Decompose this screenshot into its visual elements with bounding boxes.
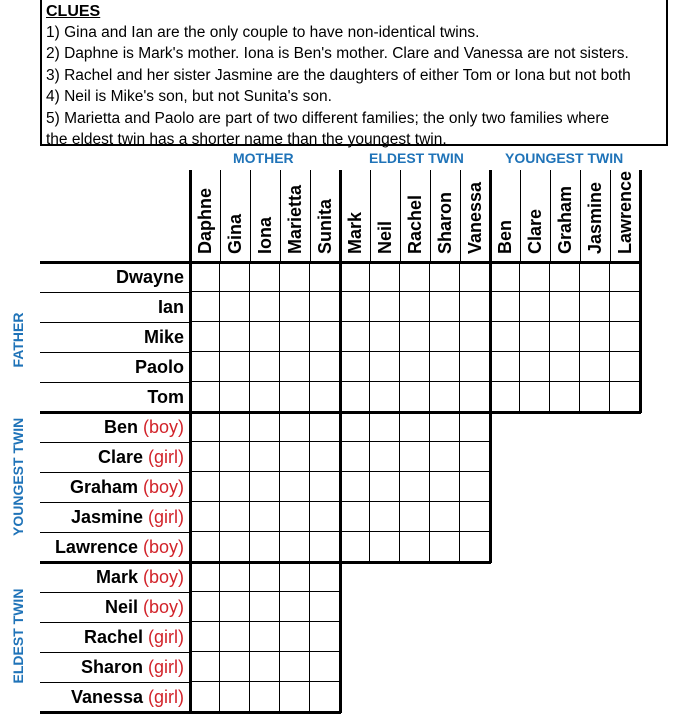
row-label-eldest-twin-vanessa — [40, 682, 184, 712]
grid-cell[interactable] — [190, 652, 220, 682]
row-sex: (girl) — [143, 657, 184, 677]
row-sex: (boy) — [137, 597, 184, 617]
grid-cell[interactable] — [340, 442, 370, 472]
grid-cell[interactable] — [250, 502, 280, 532]
row-name: Graham — [69, 477, 138, 497]
grid-cell[interactable] — [400, 262, 430, 292]
grid-cell[interactable] — [280, 442, 310, 472]
grid-cell[interactable] — [310, 562, 340, 592]
grid-cell[interactable] — [370, 532, 400, 562]
grid-cell[interactable] — [190, 262, 220, 292]
grid-cell[interactable] — [250, 682, 280, 712]
grid-cell[interactable] — [460, 502, 490, 532]
grid-cell[interactable] — [610, 262, 640, 292]
grid-cell[interactable] — [310, 652, 340, 682]
col-header-eldest-twin-mark: Mark — [345, 211, 365, 254]
block-divider — [40, 711, 190, 714]
grid-cell[interactable] — [280, 262, 310, 292]
col-header-youngest-twin-graham: Graham — [555, 185, 575, 254]
grid-cell[interactable] — [220, 262, 250, 292]
column-divider — [370, 170, 371, 262]
row-label-youngest-twin-lawrence — [40, 532, 184, 562]
block-divider — [489, 170, 492, 262]
grid-cell[interactable] — [430, 532, 460, 562]
grid-cell[interactable] — [340, 292, 370, 322]
row-label-eldest-twin-sharon — [40, 652, 184, 682]
grid-cell[interactable] — [220, 352, 250, 382]
grid-cell[interactable] — [250, 622, 280, 652]
grid-cell[interactable] — [190, 502, 220, 532]
grid-cell[interactable] — [220, 652, 250, 682]
grid-cell[interactable] — [250, 382, 280, 412]
grid-cell[interactable] — [400, 412, 430, 442]
column-divider — [610, 170, 611, 262]
col-header-youngest-twin-ben: Ben — [495, 219, 515, 254]
grid-cell[interactable] — [280, 562, 310, 592]
grid-cell[interactable] — [520, 352, 550, 382]
side-label-eldest-twin: ELDEST TWIN — [10, 588, 26, 684]
grid-cell[interactable] — [310, 532, 340, 562]
grid-cell[interactable] — [550, 382, 580, 412]
grid-cell[interactable] — [190, 322, 220, 352]
col-header-mother-marietta: Marietta — [285, 184, 305, 254]
grid-cell[interactable] — [190, 562, 220, 592]
grid-cell[interactable] — [400, 292, 430, 322]
header-mother: MOTHER — [233, 150, 294, 166]
grid-cell[interactable] — [430, 322, 460, 352]
grid-cell[interactable] — [370, 412, 400, 442]
grid-cell[interactable] — [400, 532, 430, 562]
grid-cell[interactable] — [190, 682, 220, 712]
grid-cell[interactable] — [220, 382, 250, 412]
grid-cell[interactable] — [580, 262, 610, 292]
col-header-mother-daphne: Daphne — [195, 187, 215, 254]
col-header-eldest-twin-neil: Neil — [375, 220, 395, 254]
grid-cell[interactable] — [610, 322, 640, 352]
grid-cell[interactable] — [490, 292, 520, 322]
row-divider — [40, 682, 190, 683]
column-divider — [250, 170, 251, 262]
grid-cell[interactable] — [520, 322, 550, 352]
row-name: Rachel — [83, 627, 143, 647]
block-divider — [190, 411, 641, 414]
grid-cell[interactable] — [340, 322, 370, 352]
grid-cell[interactable] — [460, 412, 490, 442]
grid-cell[interactable] — [460, 322, 490, 352]
grid-cell[interactable] — [400, 322, 430, 352]
grid-cell[interactable] — [580, 292, 610, 322]
col-header-mother-sunita: Sunita — [315, 198, 335, 254]
block-divider — [189, 262, 192, 713]
row-name: Sharon — [80, 657, 143, 677]
block-divider — [639, 170, 642, 262]
grid-cell[interactable] — [550, 262, 580, 292]
grid-cell[interactable] — [280, 532, 310, 562]
grid-cell[interactable] — [490, 382, 520, 412]
col-header-youngest-twin-clare: Clare — [525, 208, 545, 254]
grid-cell[interactable] — [340, 532, 370, 562]
grid-cell[interactable] — [370, 442, 400, 472]
grid-cell[interactable] — [340, 502, 370, 532]
grid-cell[interactable] — [610, 352, 640, 382]
grid-cell[interactable] — [400, 502, 430, 532]
row-label-eldest-twin-mark — [40, 562, 184, 592]
grid-cell[interactable] — [220, 592, 250, 622]
row-label-father-paolo — [40, 352, 184, 382]
row-name: Tom — [147, 387, 184, 407]
column-divider — [310, 170, 311, 262]
column-divider — [580, 170, 581, 262]
grid-cell[interactable] — [220, 562, 250, 592]
header-youngest-twin: YOUNGEST TWIN — [505, 150, 624, 166]
grid-cell[interactable] — [370, 382, 400, 412]
row-label-father-dwayne — [40, 262, 184, 292]
grid-cell[interactable] — [280, 622, 310, 652]
grid-cell[interactable] — [310, 412, 340, 442]
row-name: Clare — [97, 447, 143, 467]
grid-cell[interactable] — [460, 532, 490, 562]
row-divider — [40, 652, 190, 653]
grid-cell[interactable] — [250, 262, 280, 292]
block-divider — [40, 411, 190, 414]
block-divider — [40, 261, 190, 264]
row-sex: (boy) — [137, 417, 184, 437]
grid-cell[interactable] — [280, 322, 310, 352]
grid-cell[interactable] — [280, 292, 310, 322]
block-divider — [190, 261, 641, 264]
grid-cell[interactable] — [340, 412, 370, 442]
block-divider — [339, 262, 342, 713]
clue-3: 3) Rachel and her sister Jasmine are the daughters of either Tom or Iona but not both — [46, 66, 631, 84]
row-divider — [40, 382, 190, 383]
grid-cell[interactable] — [340, 472, 370, 502]
grid-cell[interactable] — [280, 682, 310, 712]
row-name: Neil — [104, 597, 138, 617]
row-label-youngest-twin-jasmine — [40, 502, 184, 532]
header-eldest-twin: ELDEST TWIN — [369, 150, 464, 166]
row-name: Ian — [157, 297, 184, 317]
grid-cell[interactable] — [400, 382, 430, 412]
row-divider — [40, 472, 190, 473]
grid-cell[interactable] — [430, 292, 460, 322]
grid-cell[interactable] — [610, 292, 640, 322]
side-label-youngest-twin: YOUNGEST TWIN — [10, 417, 26, 536]
grid-cell[interactable] — [190, 622, 220, 652]
grid-cell[interactable] — [190, 592, 220, 622]
grid-cell[interactable] — [250, 292, 280, 322]
grid-cell[interactable] — [280, 502, 310, 532]
grid-cell[interactable] — [430, 382, 460, 412]
clue-1: 1) Gina and Ian are the only couple to have non-identical twins. — [46, 24, 480, 41]
row-label-youngest-twin-ben — [40, 412, 184, 442]
grid-cell[interactable] — [460, 352, 490, 382]
col-header-mother-iona: Iona — [255, 216, 275, 254]
row-label-youngest-twin-graham — [40, 472, 184, 502]
grid-cell[interactable] — [340, 352, 370, 382]
grid-cell[interactable] — [280, 472, 310, 502]
col-header-eldest-twin-rachel: Rachel — [405, 194, 425, 254]
clue-5: 5) Marietta and Paolo are part of two different families; the only two families where — [46, 109, 610, 127]
grid-cell[interactable] — [280, 352, 310, 382]
grid-cell[interactable] — [490, 322, 520, 352]
grid-cell[interactable] — [250, 352, 280, 382]
grid-cell[interactable] — [280, 382, 310, 412]
grid-cell[interactable] — [550, 352, 580, 382]
column-divider — [280, 170, 281, 262]
grid-cell[interactable] — [220, 682, 250, 712]
grid-cell[interactable] — [490, 262, 520, 292]
block-divider — [189, 170, 192, 262]
clue-4: 4) Neil is Mike's son, but not Sunita's son. — [46, 88, 332, 106]
col-header-eldest-twin-vanessa: Vanessa — [465, 181, 485, 254]
grid-cell[interactable] — [310, 502, 340, 532]
grid-cell[interactable] — [220, 442, 250, 472]
row-name: Lawrence — [54, 537, 138, 557]
block-divider — [190, 561, 491, 564]
row-sex: (girl) — [143, 687, 184, 707]
grid-cell[interactable] — [400, 472, 430, 502]
row-label-youngest-twin-clare — [40, 442, 184, 472]
grid-cell[interactable] — [550, 322, 580, 352]
grid-cell[interactable] — [370, 292, 400, 322]
clues-title: CLUES — [46, 3, 101, 20]
column-divider — [550, 170, 551, 262]
grid-cell[interactable] — [550, 292, 580, 322]
grid-cell[interactable] — [340, 382, 370, 412]
grid-cell[interactable] — [190, 532, 220, 562]
grid-cell[interactable] — [310, 352, 340, 382]
clue-2: 2) Daphne is Mark's mother. Iona is Ben's mother. Clare and Vanessa are not sisters. — [46, 45, 629, 63]
grid-cell[interactable] — [310, 682, 340, 712]
row-label-father-ian — [40, 292, 184, 322]
grid-cell[interactable] — [340, 262, 370, 292]
grid-cell[interactable] — [190, 382, 220, 412]
grid-cell[interactable] — [310, 322, 340, 352]
grid-cell[interactable] — [250, 322, 280, 352]
grid-cell[interactable] — [370, 472, 400, 502]
grid-cell[interactable] — [310, 622, 340, 652]
row-sex: (girl) — [143, 507, 184, 527]
grid-cell[interactable] — [280, 592, 310, 622]
grid-cell[interactable] — [280, 412, 310, 442]
grid-cell[interactable] — [190, 412, 220, 442]
grid-cell[interactable] — [460, 472, 490, 502]
grid-cell[interactable] — [310, 592, 340, 622]
grid-cell[interactable] — [400, 442, 430, 472]
row-divider — [40, 592, 190, 593]
grid-cell[interactable] — [190, 472, 220, 502]
grid-cell[interactable] — [370, 322, 400, 352]
grid-cell[interactable] — [460, 382, 490, 412]
grid-cell[interactable] — [430, 472, 460, 502]
grid-cell[interactable] — [220, 412, 250, 442]
grid-cell[interactable] — [580, 322, 610, 352]
grid-cell[interactable] — [460, 442, 490, 472]
grid-cell[interactable] — [190, 442, 220, 472]
row-sex: (boy) — [137, 537, 184, 557]
row-name: Paolo — [134, 357, 184, 377]
grid-cell[interactable] — [250, 472, 280, 502]
grid-cell[interactable] — [460, 292, 490, 322]
grid-cell[interactable] — [430, 352, 460, 382]
row-label-father-tom — [40, 382, 184, 412]
grid-cell[interactable] — [220, 622, 250, 652]
row-name: Jasmine — [70, 507, 143, 527]
grid-cell[interactable] — [250, 652, 280, 682]
col-header-youngest-twin-lawrence: Lawrence — [615, 170, 635, 254]
grid-cell[interactable] — [310, 292, 340, 322]
grid-cell[interactable] — [610, 382, 640, 412]
row-label-eldest-twin-neil — [40, 592, 184, 622]
grid-cell[interactable] — [520, 382, 550, 412]
column-divider — [520, 170, 521, 262]
grid-cell[interactable] — [250, 442, 280, 472]
grid-cell[interactable] — [220, 472, 250, 502]
grid-cell[interactable] — [310, 442, 340, 472]
row-divider — [40, 532, 190, 533]
row-name: Vanessa — [70, 687, 143, 707]
grid-cell[interactable] — [310, 262, 340, 292]
grid-cell[interactable] — [250, 562, 280, 592]
col-header-mother-gina: Gina — [225, 213, 245, 254]
column-divider — [460, 170, 461, 262]
block-divider — [40, 561, 190, 564]
grid-cell[interactable] — [520, 262, 550, 292]
row-name: Mark — [95, 567, 138, 587]
grid-cell[interactable] — [370, 262, 400, 292]
grid-cell[interactable] — [430, 442, 460, 472]
grid-cell[interactable] — [370, 502, 400, 532]
row-name: Mike — [143, 327, 184, 347]
row-sex: (boy) — [137, 567, 184, 587]
grid-cell[interactable] — [310, 472, 340, 502]
row-label-eldest-twin-rachel — [40, 622, 184, 652]
row-divider — [40, 322, 190, 323]
grid-cell[interactable] — [430, 262, 460, 292]
column-divider — [220, 170, 221, 262]
clue-5-continued: the eldest twin has a shorter name than the youngest twin. — [46, 131, 447, 149]
col-header-eldest-twin-sharon: Sharon — [435, 191, 455, 254]
grid-cell[interactable] — [190, 352, 220, 382]
grid-cell[interactable] — [400, 352, 430, 382]
row-divider — [40, 622, 190, 623]
grid-cell[interactable] — [430, 412, 460, 442]
block-divider — [339, 170, 342, 262]
grid-cell[interactable] — [220, 322, 250, 352]
grid-cell[interactable] — [520, 292, 550, 322]
grid-cell[interactable] — [310, 382, 340, 412]
grid-cell[interactable] — [370, 352, 400, 382]
grid-cell[interactable] — [280, 652, 310, 682]
col-header-youngest-twin-jasmine: Jasmine — [585, 181, 605, 254]
row-name: Ben — [103, 417, 138, 437]
row-label-father-mike — [40, 322, 184, 352]
side-label-father: FATHER — [10, 312, 26, 368]
row-sex: (boy) — [137, 477, 184, 497]
grid-cell[interactable] — [220, 532, 250, 562]
grid-cell[interactable] — [490, 352, 520, 382]
column-divider — [430, 170, 431, 262]
grid-cell[interactable] — [580, 352, 610, 382]
row-divider — [40, 502, 190, 503]
column-divider — [400, 170, 401, 262]
row-divider — [40, 292, 190, 293]
row-name: Dwayne — [115, 267, 184, 287]
grid-cell[interactable] — [250, 532, 280, 562]
grid-cell[interactable] — [430, 502, 460, 532]
grid-cell[interactable] — [250, 412, 280, 442]
grid-cell[interactable] — [460, 262, 490, 292]
row-divider — [40, 442, 190, 443]
grid-cell[interactable] — [250, 592, 280, 622]
grid-cell[interactable] — [580, 382, 610, 412]
grid-cell[interactable] — [220, 292, 250, 322]
block-divider — [639, 262, 642, 413]
grid-cell[interactable] — [220, 502, 250, 532]
grid-cell[interactable] — [190, 292, 220, 322]
block-divider — [190, 711, 341, 714]
row-sex: (girl) — [143, 627, 184, 647]
row-divider — [40, 352, 190, 353]
row-sex: (girl) — [143, 447, 184, 467]
